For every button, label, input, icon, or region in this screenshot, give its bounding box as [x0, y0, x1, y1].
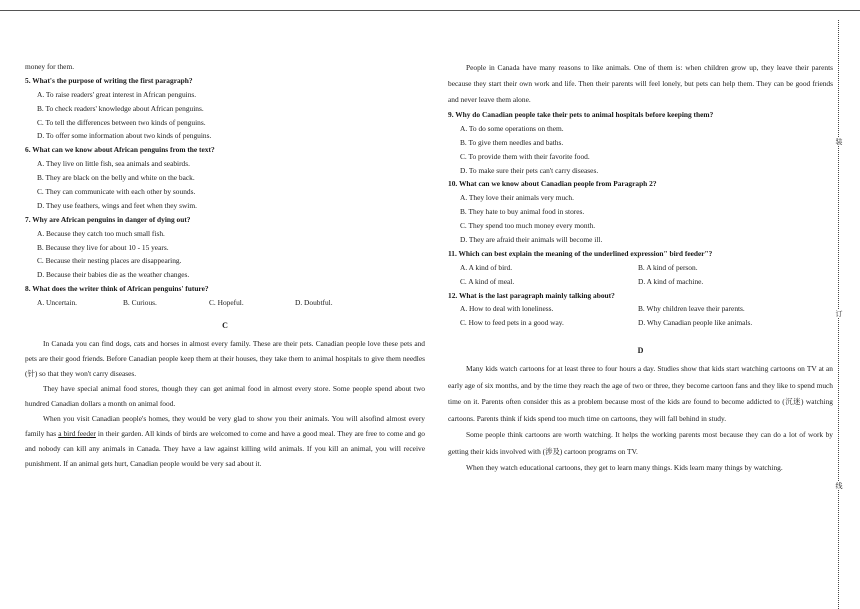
left-column: [25, 60, 425, 471]
option-c: C. They spend too much money every month.: [460, 221, 596, 231]
option-a: A. Uncertain.: [37, 298, 78, 308]
question-6: [25, 143, 425, 212]
passage-d-paragraph-2: Some people think cartoons are worth watching. It helps the working parents most because they can do a lot of work by getting their kids involved with (涉及) cartoon programs on TV.: [448, 430, 833, 456]
underlined-expression: a bird feeder: [58, 429, 96, 439]
option-d: D. To make sure their pets can't carry diseases.: [460, 165, 599, 175]
question-9: [448, 108, 833, 177]
question-stem: 6. What can we know about African penguins from the text?: [25, 145, 215, 155]
option-d: D. They are afraid their animals will become ill.: [460, 235, 603, 245]
question-8: [25, 282, 425, 310]
question-5: [25, 74, 425, 143]
question-stem: 11. Which can best explain the meaning of the underlined expression" bird feeder"?: [448, 248, 713, 258]
options-row: [448, 261, 833, 275]
question-7: [25, 213, 425, 282]
options-row: [448, 275, 833, 289]
question-11: [448, 247, 833, 289]
option-c: C. Because their nesting places are disappearing.: [37, 256, 182, 266]
top-rule: [0, 10, 860, 11]
passage-c-paragraph-4: People in Canada have many reasons to like animals. One of them is: when children grow up, they leave their parents because they start their own work and life. Then their parents will feel lonely, but pets can help them. They can be good friends and never leave them alone.: [448, 63, 833, 104]
option-b: B. A kind of person.: [638, 262, 698, 272]
option-a: A. How to deal with loneliness.: [460, 304, 554, 314]
option-d: D. To offer some information about two kinds of penguins.: [37, 131, 212, 141]
paragraph-text: When you visit Canadian people's homes, they would be very glad to show you their animals. You will alsofind almost every family has: [25, 414, 425, 439]
options-row: [448, 302, 833, 316]
question-stem: 7. Why are African penguins in danger of dying out?: [25, 214, 191, 224]
options-row: [448, 316, 833, 330]
option-a: A. To raise readers' great interest in African penguins.: [37, 89, 197, 99]
option-d: D. Doubtful.: [295, 298, 333, 308]
option-d: D. They use feathers, wings and feet when they swim.: [37, 200, 197, 210]
passage-c-paragraph-1: In Canada you can find dogs, cats and horses in almost every family. These are their pets. Canadian people love these pets and pets are their good friends. Before Canadian people keep them at their houses, they take them to animal hospitals to give them needles (针) so that they won't carry diseases.: [25, 339, 425, 379]
question-stem: 9. Why do Canadian people take their pets to animal hospitals before keeping them?: [448, 110, 714, 119]
option-b: B. They are black on the belly and white on the back.: [37, 173, 195, 183]
binding-mark-3: 线: [833, 482, 845, 490]
binding-mark-2: 订: [833, 310, 845, 318]
option-c: C. They can communicate with each other by sounds.: [37, 187, 196, 197]
option-b: B. Why children leave their parents.: [638, 304, 745, 314]
option-c: C. Hopeful.: [209, 298, 244, 308]
right-column: [448, 60, 833, 477]
binding-margin: [833, 20, 845, 609]
passage-d-paragraph-3: When they watch educational cartoons, they get to learn many things. Kids learn many things by watching.: [466, 463, 783, 473]
option-a: A. Because they catch too much small fish.: [37, 228, 165, 238]
question-stem: 12. What is the last paragraph mainly talking about?: [448, 290, 615, 300]
section-c-heading: C: [222, 321, 228, 331]
passage-continuation: money for them.: [25, 62, 75, 71]
option-b: B. To give them needles and baths.: [460, 137, 564, 147]
option-c: C. How to feed pets in a good way.: [460, 318, 564, 328]
question-10: [448, 177, 833, 246]
passage-c-paragraph-2: They have special animal food stores, though they can get animal food in almost every store. Some people spend about two hundred Canadian dollars a month on animal food.: [25, 384, 425, 409]
option-c: C. A kind of meal.: [460, 276, 515, 286]
option-c: C. To tell the differences between two kinds of penguins.: [37, 117, 206, 127]
question-stem: 5. What's the purpose of writing the first paragraph?: [25, 75, 193, 85]
option-c: C. To provide them with their favorite food.: [460, 151, 590, 161]
binding-mark-1: 装: [833, 138, 845, 146]
section-d-heading: D: [637, 346, 644, 356]
option-a: A. A kind of bird.: [460, 262, 513, 272]
question-stem: 8. What does the writer think of African penguins' future?: [25, 284, 209, 294]
option-a: A. They love their animals very much.: [460, 193, 574, 203]
option-b: B. Curious.: [123, 298, 157, 308]
passage-d-paragraph-1: Many kids watch cartoons for at least three to four hours a day. Studies show that kids start watching cartoons on TV at an early age of six months, and by the time they reach the age of two or three, they become cartoon fans and they like to spend much time on it. Parents often consider this as a problem because most of the kids are found to become addicted to (沉迷) watching cartoons. Parents think if kids spend too much time on cartoons, they will fall behind in study.: [448, 364, 833, 423]
option-d: D. A kind of machine.: [638, 276, 704, 286]
option-b: B. They hate to buy animal food in stores.: [460, 207, 585, 217]
option-b: B. To check readers' knowledge about African penguins.: [37, 103, 204, 113]
option-a: A. To do some operations on them.: [460, 123, 564, 133]
passage-c-paragraph-3: [25, 411, 425, 471]
paragraph-text: in their garden. All kinds of birds are welcomed to come and have a good meal. They are free to come and go and nobody can kill any animals in Canada. They have a law against killing wild animals. If you kill an animal, you will receive punishment. If an animal gets hurt, Canadian people would be very sad about it.: [25, 429, 425, 469]
option-b: B. Because they live for about 10 - 15 years.: [37, 242, 169, 252]
question-stem: 10. What can we know about Canadian people from Paragraph 2?: [448, 179, 657, 189]
option-d: D. Why Canadian people like animals.: [638, 318, 753, 328]
question-12: [448, 289, 833, 331]
option-d: D. Because their babies die as the weather changes.: [37, 270, 190, 280]
options-row: [25, 296, 425, 310]
option-a: A. They live on little fish, sea animals and seabirds.: [37, 159, 190, 169]
